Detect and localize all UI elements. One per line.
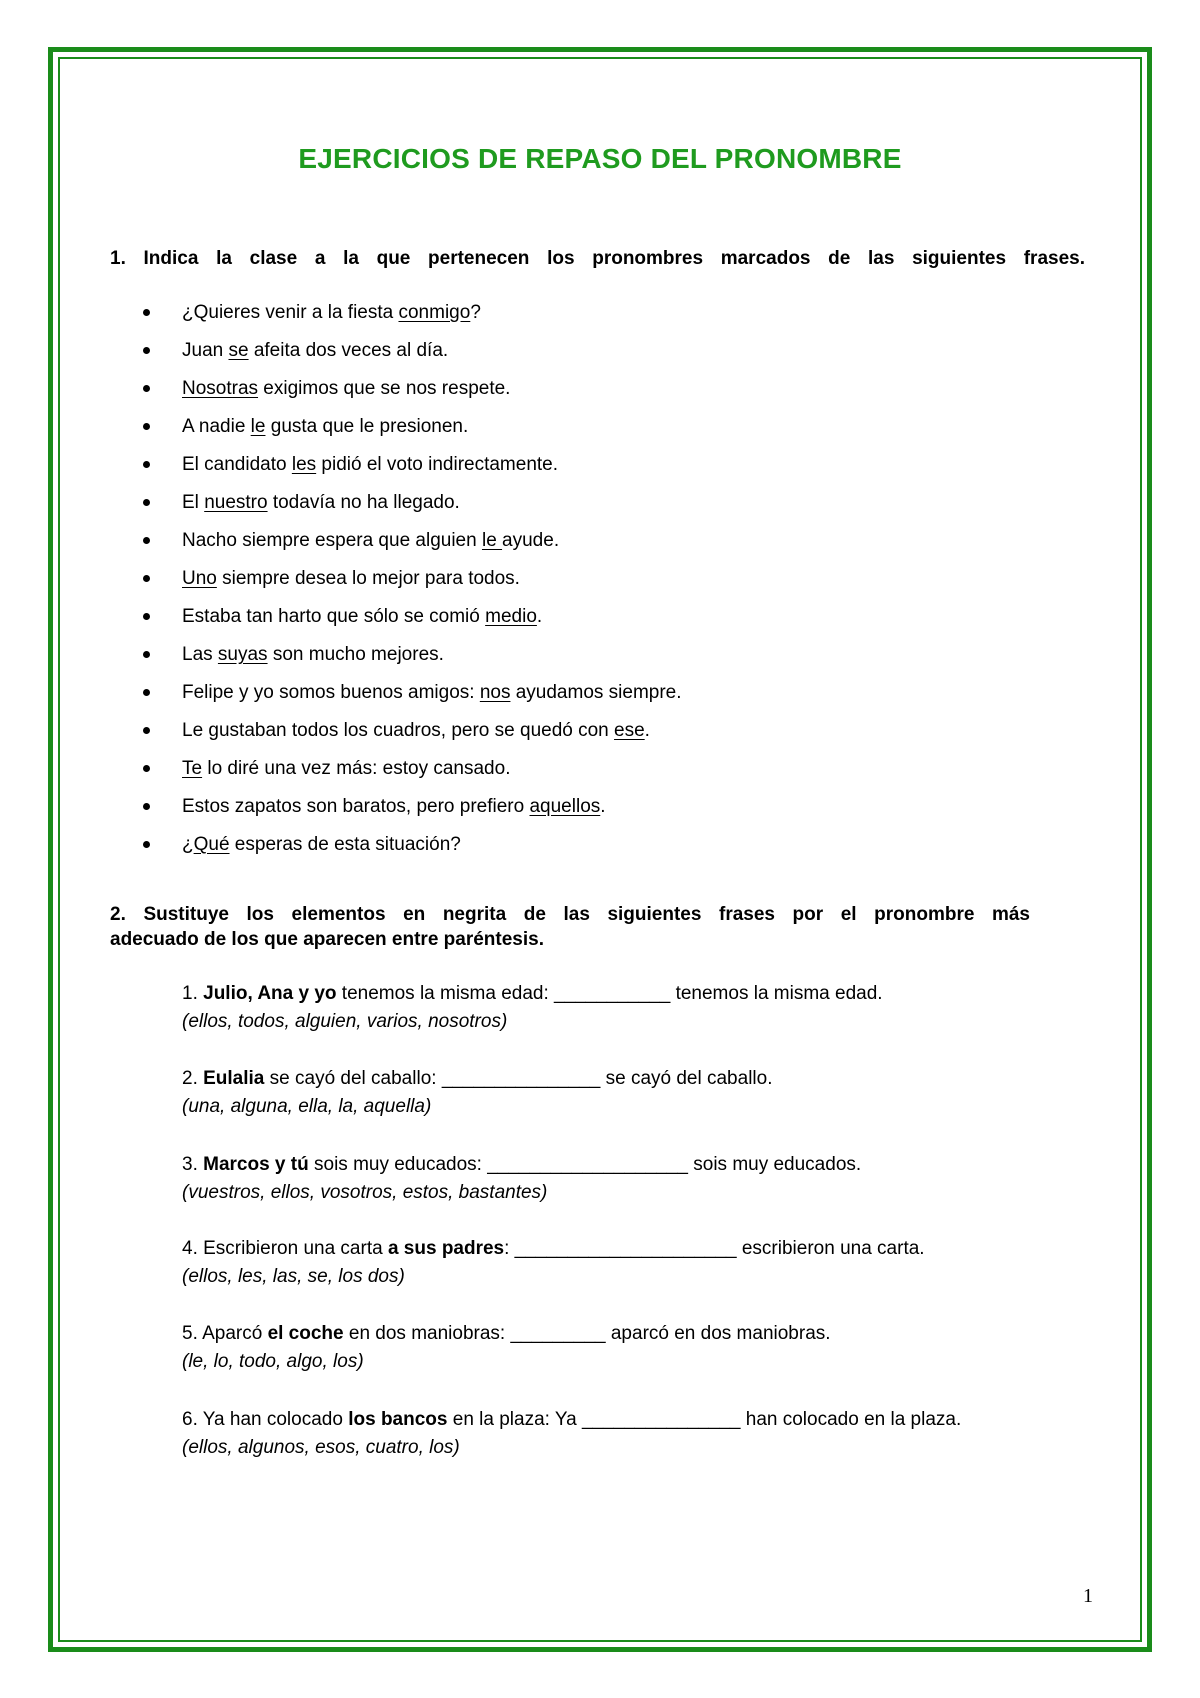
- bullet-icon: [143, 651, 150, 658]
- marked-pronoun: les: [291, 454, 317, 475]
- item-text: El: [182, 492, 205, 513]
- marked-pronoun: ese: [614, 720, 645, 741]
- exercise-1-text: Indica la clase a la que pertenecen los pronombres marcados de las siguientes frases.: [143, 248, 1085, 269]
- item-text: El candidato: [182, 454, 292, 475]
- item-text: Nacho siempre espera que alguien: [182, 530, 482, 551]
- pronoun-options: (ellos, algunos, esos, cuatro, los): [182, 1437, 460, 1458]
- bullet-icon: [143, 537, 150, 544]
- item-text: afeita dos veces al día.: [248, 340, 449, 361]
- item-text: ayudamos siempre.: [510, 682, 682, 703]
- marked-pronoun: le: [250, 416, 266, 437]
- marked-pronoun: suyas: [217, 644, 268, 665]
- marked-pronoun: nuestro: [204, 492, 268, 513]
- pronoun-options: (ellos, todos, alguien, varios, nosotros): [182, 1011, 508, 1032]
- bullet-icon: [143, 499, 150, 506]
- exercise-2-item: [182, 1154, 861, 1204]
- exercise-1-number: 1.: [110, 248, 126, 269]
- item-text: todavía no ha llegado.: [267, 492, 460, 513]
- item-number: 6.: [182, 1409, 203, 1430]
- sentence-text: en la plaza: Ya _______________ han colocado en la plaza.: [447, 1409, 962, 1430]
- item-text: A nadie: [182, 416, 251, 437]
- exercise-2-text: Sustituye los elementos en negrita de las siguientes frases por el pronombre más: [143, 904, 1031, 925]
- exercise-1-instruction: [110, 248, 1085, 270]
- bullet-icon: [143, 727, 150, 734]
- item-text: lo diré una vez más: estoy cansado.: [202, 758, 511, 779]
- marked-pronoun: nos: [479, 682, 511, 703]
- page-title: EJERCICIOS DE REPASO DEL PRONOMBRE: [298, 143, 902, 174]
- item-text: .: [536, 606, 543, 627]
- sentence-text: Ya han colocado: [202, 1409, 349, 1430]
- marked-pronoun: le: [481, 530, 503, 551]
- bullet-icon: [143, 803, 150, 810]
- sentence-text: tenemos la misma edad: ___________ tenemos la misma edad.: [336, 983, 883, 1004]
- item-text: ayude.: [502, 530, 560, 551]
- pronoun-options: (vuestros, ellos, vosotros, estos, bastantes): [182, 1182, 548, 1203]
- marked-pronoun: se: [228, 340, 249, 361]
- sentence-text: Escribieron una carta: [203, 1238, 388, 1259]
- bullet-icon: [143, 309, 150, 316]
- item-text: Felipe y yo somos buenos amigos:: [182, 682, 480, 703]
- item-text: Estaba tan harto que sólo se comió: [182, 606, 486, 627]
- item-text: Le gustaban todos los cuadros, pero se quedó con: [182, 720, 615, 741]
- pronoun-options: (ellos, les, las, se, los dos): [182, 1266, 405, 1287]
- bold-element: Eulalia: [203, 1068, 265, 1089]
- marked-pronoun: conmigo: [398, 302, 471, 323]
- marked-pronoun: medio: [485, 606, 537, 627]
- page-number: 1: [1083, 1585, 1093, 1607]
- item-number: 3.: [182, 1154, 204, 1175]
- pronoun-options: (una, alguna, ella, la, aquella): [182, 1096, 432, 1117]
- item-number: 1.: [182, 983, 204, 1004]
- sentence-text: en dos maniobras: _________ aparcó en dos maniobras.: [343, 1323, 831, 1344]
- pronoun-options: (le, lo, todo, algo, los): [182, 1351, 364, 1372]
- marked-pronoun: aquellos: [529, 796, 601, 817]
- bold-element: Marcos y tú: [203, 1154, 309, 1175]
- marked-pronoun: Uno: [182, 568, 217, 589]
- item-number: 4.: [182, 1238, 204, 1259]
- item-text: ¿Quieres venir a la fiesta: [182, 302, 399, 323]
- item-text: siempre desea lo mejor para todos.: [216, 568, 520, 589]
- bold-element: Julio, Ana y yo: [203, 983, 337, 1004]
- bold-element: el coche: [267, 1323, 344, 1344]
- marked-pronoun: Qué: [193, 834, 230, 855]
- exercise-2-item: [182, 1323, 831, 1373]
- item-text: .: [644, 720, 650, 741]
- item-text: ¿: [182, 834, 194, 855]
- item-text: son mucho mejores.: [267, 644, 444, 665]
- item-text: .: [600, 796, 606, 817]
- exercise-2-item: [182, 983, 883, 1033]
- item-text: Estos zapatos son baratos, pero prefiero: [182, 796, 530, 817]
- item-text: ?: [470, 302, 481, 323]
- exercise-2-instruction: [110, 902, 1030, 952]
- bullet-icon: [143, 765, 150, 772]
- bold-element: a sus padres: [387, 1238, 505, 1259]
- item-number: 2.: [182, 1068, 204, 1089]
- item-text: esperas de esta situación?: [229, 834, 461, 855]
- exercise-2-line-2: adecuado de los que aparecen entre paréntesis.: [110, 929, 544, 950]
- item-text: gusta que le presionen.: [265, 416, 469, 437]
- item-number: 5.: [182, 1323, 203, 1344]
- item-text: Las: [182, 644, 218, 665]
- exercise-2-line-1: [110, 902, 1030, 927]
- exercise-2-item: [182, 1068, 772, 1118]
- sentence-text: se cayó del caballo: _______________ se cayó del caballo.: [264, 1068, 773, 1089]
- bold-element: los bancos: [348, 1409, 448, 1430]
- bullet-icon: [143, 575, 150, 582]
- bullet-icon: [143, 613, 150, 620]
- exercise-2-item: [182, 1409, 961, 1459]
- sentence-text: : _____________________ escribieron una carta.: [504, 1238, 925, 1259]
- bullet-icon: [143, 689, 150, 696]
- sentence-text: sois muy educados: ___________________ sois muy educados.: [308, 1154, 862, 1175]
- bullet-icon: [143, 461, 150, 468]
- sentence-text: Aparcó: [202, 1323, 268, 1344]
- exercise-2-item: [182, 1238, 925, 1288]
- bullet-icon: [143, 385, 150, 392]
- item-text: Juan: [182, 340, 229, 361]
- marked-pronoun: Te: [182, 758, 203, 779]
- item-text: pidió el voto indirectamente.: [316, 454, 559, 475]
- bullet-icon: [143, 347, 150, 354]
- marked-pronoun: Nosotras: [182, 378, 259, 399]
- bullet-icon: [143, 423, 150, 430]
- bullet-icon: [143, 841, 150, 848]
- item-text: exigimos que se nos respete.: [258, 378, 511, 399]
- exercise-2-number: 2.: [110, 904, 126, 925]
